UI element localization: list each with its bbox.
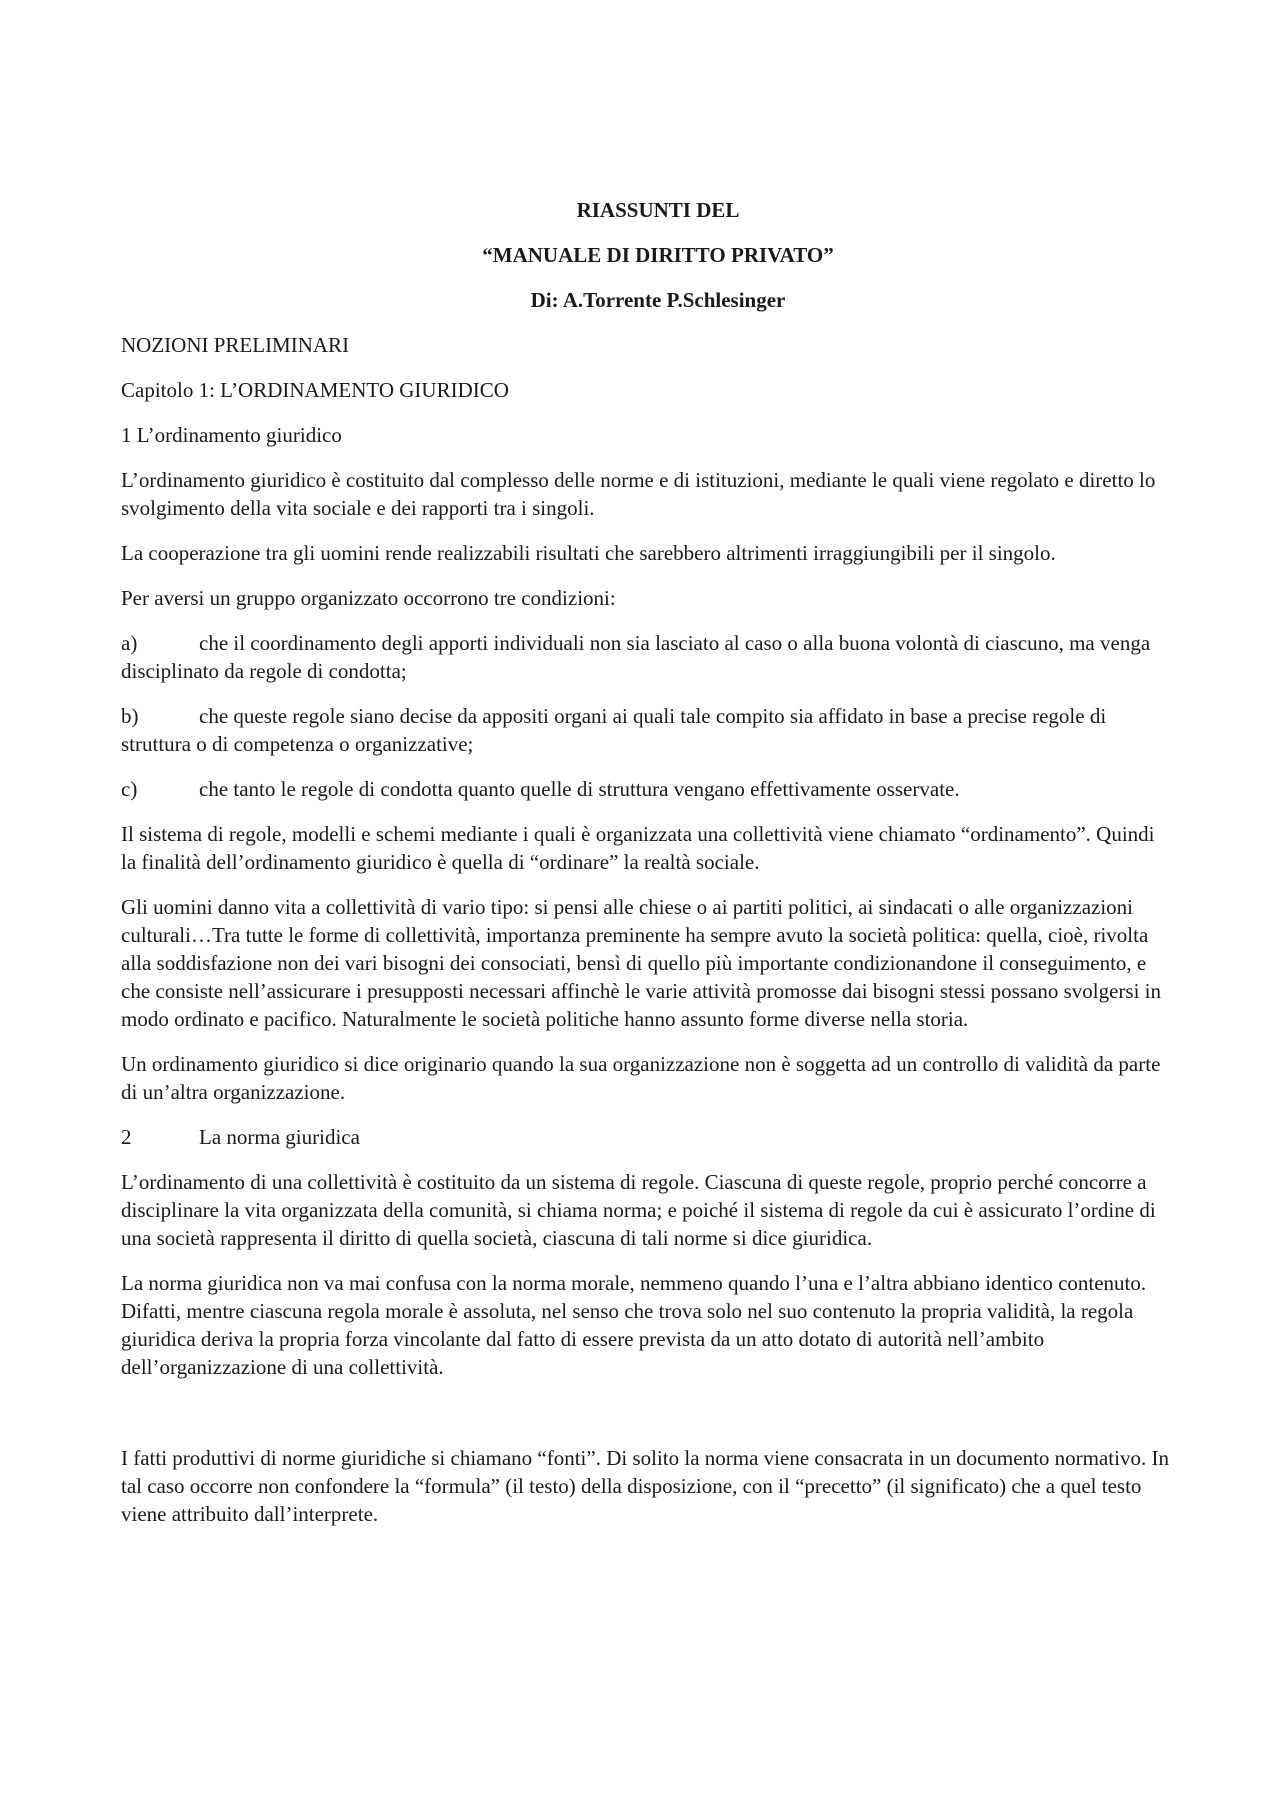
paragraph: La norma giuridica non va mai confusa con la norma morale, nemmeno quando l’una e l’altra abbiano identico contenuto. Difatti, mentre ciascuna regola morale è assoluta, nel senso che trova solo nel suo contenuto la propria validità, la regola giuridica deriva la propria forza vincolante dal fatto di essere prevista da un atto dotato di autorità nell’ambito dell’organizzazione di una collettività.: [121, 1271, 1147, 1379]
section-title: NOZIONI PRELIMINARI: [121, 333, 350, 357]
paragraph: Per aversi un gruppo organizzato occorrono tre condizioni:: [121, 586, 616, 610]
list-item: [121, 775, 1171, 803]
list-marker: b): [121, 704, 139, 728]
document-page: [121, 196, 1171, 1545]
section-2-title: La norma giuridica: [199, 1125, 360, 1149]
paragraph: L’ordinamento giuridico è costituito dal complesso delle norme e di istituzioni, mediante le quali viene regolato e diretto lo svolgimento della vita sociale e dei rapporti tra i singoli.: [121, 468, 1156, 520]
list-marker: a): [121, 631, 138, 655]
section-1-number: 1: [121, 423, 132, 447]
paragraph: La cooperazione tra gli uomini rende realizzabili risultati che sarebbero altrimenti irraggiungibili per il singolo.: [121, 541, 1056, 565]
chapter-title: Capitolo 1: L’ORDINAMENTO GIURIDICO: [121, 378, 509, 402]
paragraph: Il sistema di regole, modelli e schemi mediante i quali è organizzata una collettività viene chiamato “ordinamento”. Quindi la finalità dell’ordinamento giuridico è quella di “ordinare” la realtà sociale.: [121, 822, 1155, 874]
section-2-number: 2: [121, 1125, 132, 1149]
list-item-text: che queste regole siano decise da appositi organi ai quali tale compito sia affidato in base a precise regole di struttura o di competenza o organizzative;: [121, 704, 1107, 756]
paragraph: Gli uomini danno vita a collettività di vario tipo: si pensi alle chiese o ai partiti politici, ai sindacati o alle organizzazioni culturali…Tra tutte le forme di collettività, importanza preminente ha sempre avuto la società politica: quella, cioè, rivolta alla soddisfazione non dei vari bisogni dei consociati, bensì di quello più importante condizionandone il conseguimento, e che consiste nell’assicurare i presupposti necessari affinchè le varie attività promosse dai bisogni stessi possano svolgersi in modo ordinato e pacifico. Naturalmente le società politiche hanno assunto forme diverse nella storia.: [121, 895, 1162, 1031]
document-title-line-2: “MANUALE DI DIRITTO PRIVATO”: [482, 243, 834, 267]
document-title-line-1: RIASSUNTI DEL: [576, 198, 740, 222]
blank-space: [121, 1398, 1171, 1444]
list-item-text: che tanto le regole di condotta quanto quelle di struttura vengano effettivamente osservate.: [199, 777, 960, 801]
list-item: [121, 629, 1171, 685]
section-1-heading: [121, 421, 1171, 449]
paragraph: L’ordinamento di una collettività è costituito da un sistema di regole. Ciascuna di queste regole, proprio perché concorre a disciplinare la vita organizzata della comunità, si chiama norma; e poiché il sistema di regole da cui è assicurato l’ordine di una società rappresenta il diritto di quella società, ciascuna di tali norme si dice giuridica.: [121, 1170, 1156, 1250]
document-authors: Di: A.Torrente P.Schlesinger: [530, 288, 786, 312]
section-1-title: L’ordinamento giuridico: [136, 423, 342, 447]
paragraph: Un ordinamento giuridico si dice originario quando la sua organizzazione non è soggetta ad un controllo di validità da parte di un’altra organizzazione.: [121, 1052, 1161, 1104]
section-2-heading: [121, 1123, 1171, 1151]
list-marker: c): [121, 777, 138, 801]
paragraph: I fatti produttivi di norme giuridiche si chiamano “fonti”. Di solito la norma viene consacrata in un documento normativo. In tal caso occorre non confondere la “formula” (il testo) della disposizione, con il “precetto” (il significato) che a quel testo viene attribuito dall’interprete.: [121, 1446, 1169, 1526]
list-item-text: che il coordinamento degli apporti individuali non sia lasciato al caso o alla buona volontà di ciascuno, ma venga disciplinato da regole di condotta;: [121, 631, 1151, 683]
list-item: [121, 702, 1171, 758]
